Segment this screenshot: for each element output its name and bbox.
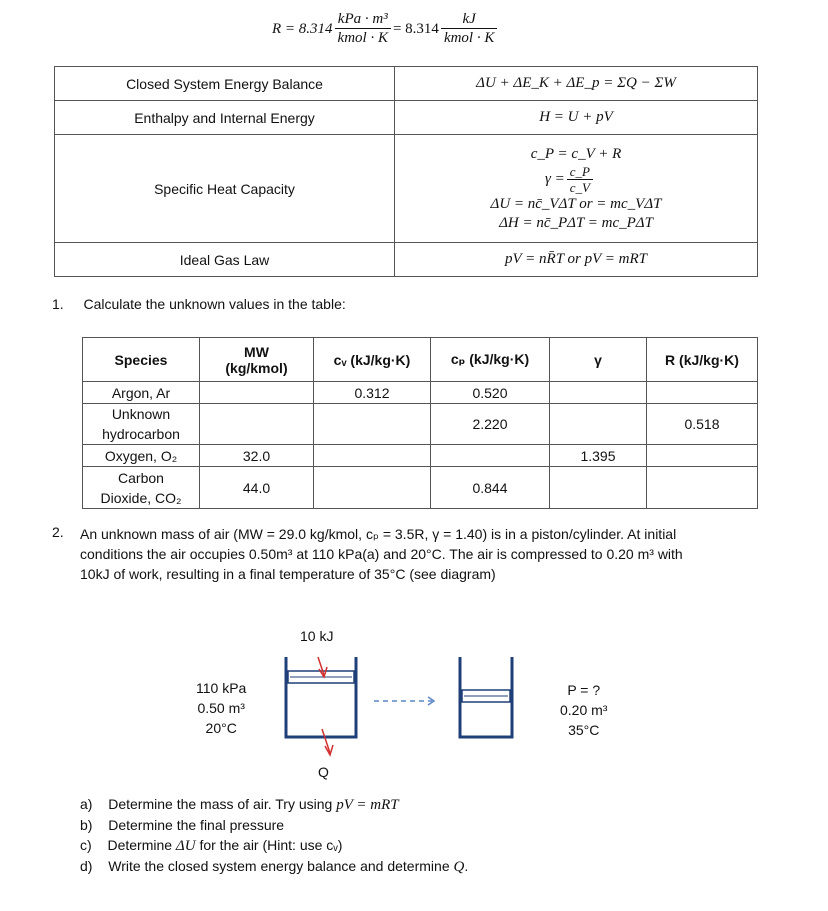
mw-cell <box>200 404 314 445</box>
specific-heat-label: Specific Heat Capacity <box>55 135 395 243</box>
gamma-denominator: c_V <box>567 179 593 195</box>
header-mw-unit: (kg/kmol) <box>225 359 288 376</box>
cp-cell: 0.844 <box>431 467 550 509</box>
subquestion-label: c) <box>80 837 92 853</box>
subquestion-tail: . <box>464 858 469 874</box>
header-r: R (kJ/kg·K) <box>647 338 758 382</box>
question-1-text: Calculate the unknown values in the table: <box>83 296 346 312</box>
species-cell <box>83 467 200 509</box>
equation-row-ideal-gas <box>55 243 758 277</box>
header-species: Species <box>83 338 200 382</box>
equation-row-enthalpy <box>55 101 758 135</box>
table-row <box>83 404 758 445</box>
heat-arrow-icon <box>322 729 333 755</box>
cv-cell <box>314 467 431 509</box>
list-item <box>80 794 468 815</box>
gamma-cell <box>550 382 647 404</box>
subquestion-list <box>80 794 468 877</box>
subquestion-math: ΔU <box>175 838 196 854</box>
question-1-number: 1. <box>52 296 64 312</box>
table-row <box>83 467 758 509</box>
gamma-equation <box>545 164 595 195</box>
final-temperature: 35°C <box>568 722 600 738</box>
final-cylinder <box>460 657 512 737</box>
initial-cylinder <box>286 657 356 737</box>
table-row <box>83 382 758 404</box>
cv-cell <box>314 445 431 467</box>
heat-label: Q <box>318 764 329 780</box>
gamma-lhs: γ = <box>544 170 565 187</box>
species-table-header <box>83 338 758 382</box>
initial-state <box>196 678 246 738</box>
header-mw <box>200 338 314 382</box>
unit1-denominator: kmol · K <box>335 28 391 47</box>
cp-cell: 2.220 <box>431 404 550 445</box>
cv-cell: 0.312 <box>314 382 431 404</box>
cp-equation: c_P = c_V + R <box>530 145 622 162</box>
question-2-line-3: 10kJ of work, resulting in a final temperature of 35°C (see diagram) <box>80 566 496 582</box>
species-line-2: hydrocarbon <box>102 426 180 442</box>
r-cell <box>647 467 758 509</box>
gas-constant-prefix: R = 8.314 <box>272 20 333 37</box>
equation-table <box>54 66 758 277</box>
subquestion-tail: for the air (Hint: use cᵥ) <box>195 837 343 853</box>
subquestion-label: a) <box>80 796 93 812</box>
initial-volume: 0.50 m³ <box>197 700 245 716</box>
list-item <box>80 856 468 877</box>
species-line-1: Unknown <box>111 406 171 422</box>
unit2-numerator: kJ <box>462 11 476 27</box>
equation-row-energy <box>55 67 758 101</box>
initial-pressure: 110 kPa <box>196 680 247 696</box>
gamma-cell <box>550 467 647 509</box>
question-1 <box>52 296 346 312</box>
cp-cell: 0.520 <box>431 382 550 404</box>
equation-row-specific-heat <box>55 135 758 243</box>
gas-constant-unit2 <box>441 11 497 47</box>
gas-constant-unit1 <box>335 11 391 47</box>
du-equation: ΔU = nc̄_VΔT or = mc_VΔT <box>490 195 662 212</box>
r-cell: 0.518 <box>647 404 758 445</box>
piston-cylinder-diagram <box>270 645 520 765</box>
species-cell: Oxygen, O₂ <box>83 445 200 467</box>
enthalpy-label: Enthalpy and Internal Energy <box>55 101 395 135</box>
species-line-1: Carbon <box>118 469 164 486</box>
gas-constant <box>272 6 499 52</box>
header-cv: cᵥ (kJ/kg·K) <box>314 338 431 382</box>
specific-heat-equations <box>395 135 758 243</box>
dh-equation: ΔH = nc̄_PΔT = mc_PΔT <box>499 214 653 231</box>
process-arrow-icon <box>374 697 434 705</box>
work-label: 10 kJ <box>300 628 334 644</box>
gamma-fraction <box>567 164 593 195</box>
header-cp: cₚ (kJ/kg·K) <box>431 338 550 382</box>
ideal-gas-equation: pV = nR̄T or pV = mRT <box>395 243 758 277</box>
subquestion-text: Determine the final pressure <box>108 817 285 833</box>
species-line-2: Dioxide, CO₂ <box>100 489 182 506</box>
question-2-number: 2. <box>52 524 64 540</box>
gamma-cell: 1.395 <box>550 445 647 467</box>
species-cell <box>83 404 200 445</box>
question-2-line-2: conditions the air occupies 0.50m³ at 110 kPa(a) and 20°C. The air is compressed to 0.20 m³ with <box>80 546 683 562</box>
cv-cell <box>314 404 431 445</box>
gamma-numerator: c_P <box>569 163 590 179</box>
list-item <box>80 835 468 856</box>
energy-balance-equation: ΔU + ΔE_K + ΔE_p = ΣQ − ΣW <box>395 67 758 101</box>
final-state <box>560 680 607 740</box>
mw-cell: 44.0 <box>200 467 314 509</box>
question-2-line-1: An unknown mass of air (MW = 29.0 kg/kmol, cₚ = 3.5R, γ = 1.40) is in a piston/cylinder. At initial <box>80 526 677 542</box>
table-row <box>83 445 758 467</box>
subquestion-math: pV = mRT <box>336 797 399 813</box>
subquestion-label: d) <box>80 858 93 874</box>
subquestion-text: Determine the mass of air. Try using <box>108 796 337 812</box>
header-mw-label: MW <box>244 343 269 360</box>
question-2-text <box>80 524 780 584</box>
final-pressure: P = ? <box>567 682 601 698</box>
subquestion-text: Determine <box>107 837 176 853</box>
energy-balance-label: Closed System Energy Balance <box>55 67 395 101</box>
r-cell <box>647 382 758 404</box>
r-cell <box>647 445 758 467</box>
gamma-cell <box>550 404 647 445</box>
subquestion-math: Q <box>453 859 465 875</box>
final-volume: 0.20 m³ <box>560 702 608 718</box>
subquestion-text: Write the closed system energy balance and determine <box>108 858 454 874</box>
gas-constant-mid: = 8.314 <box>392 20 439 37</box>
mw-cell <box>200 382 314 404</box>
header-gamma: γ <box>550 338 647 382</box>
enthalpy-equation: H = U + pV <box>395 101 758 135</box>
unit1-numerator: kPa · m³ <box>337 11 388 27</box>
cp-cell <box>431 445 550 467</box>
species-cell: Argon, Ar <box>83 382 200 404</box>
ideal-gas-label: Ideal Gas Law <box>55 243 395 277</box>
initial-temperature: 20°C <box>205 720 237 736</box>
species-table <box>82 337 758 509</box>
list-item <box>80 815 468 835</box>
mw-cell: 32.0 <box>200 445 314 467</box>
subquestion-label: b) <box>80 817 93 833</box>
unit2-denominator: kmol · K <box>441 28 497 47</box>
